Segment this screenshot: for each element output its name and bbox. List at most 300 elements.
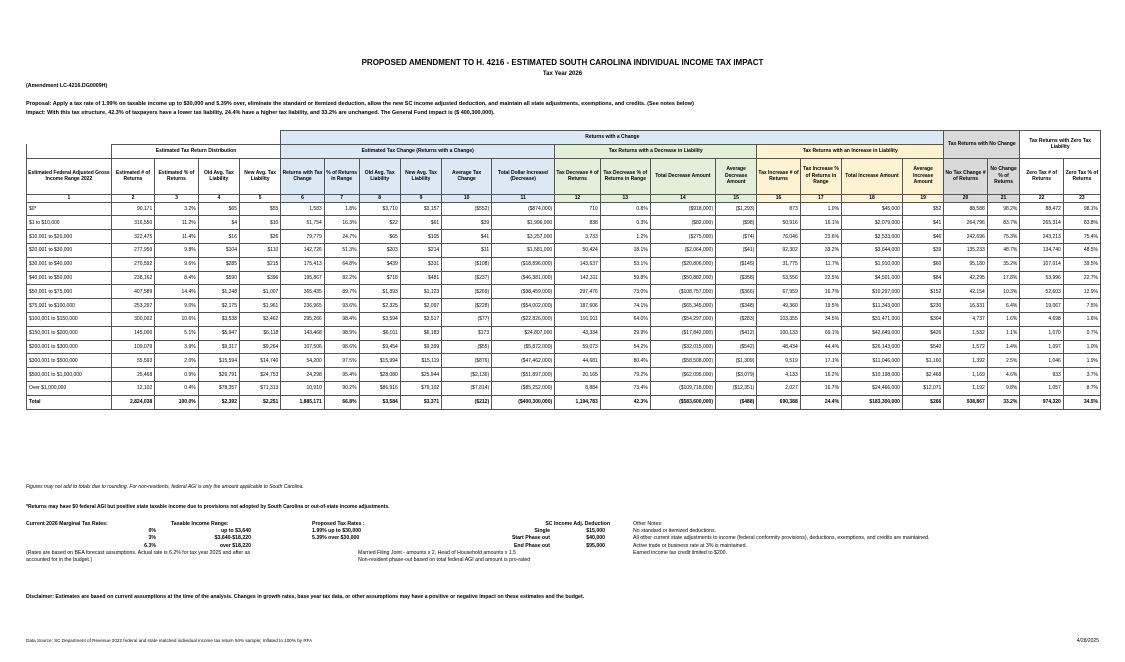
table-cell: 1.8%: [324, 202, 359, 216]
table-cell: $3,710: [359, 202, 400, 216]
table-cell: $24,466,000: [842, 381, 903, 395]
table-cell: 12,102: [111, 381, 154, 395]
column-header: Total Increase Amount: [842, 158, 903, 194]
table-cell: 407,589: [111, 285, 154, 299]
income-range-cell: Over $1,000,000: [27, 381, 112, 395]
column-header: Average Increase Amount: [902, 158, 943, 194]
table-cell: $12,071: [902, 381, 943, 395]
table-cell: 1.9%: [1063, 354, 1100, 368]
table-cell: 242,696: [944, 230, 987, 244]
table-cell: $439: [359, 257, 400, 271]
table-cell: 7.5%: [1063, 299, 1100, 313]
column-number: 9: [400, 194, 441, 202]
column-header: Zero Tax # of Returns: [1020, 158, 1063, 194]
table-cell: 264,796: [944, 216, 987, 230]
table-row: [27, 285, 1101, 299]
table-cell: 710: [555, 202, 601, 216]
table-cell: $215: [240, 257, 281, 271]
table-cell: 16.2%: [800, 368, 841, 382]
table-cell: 22.5%: [800, 271, 841, 285]
table-cell: 295,266: [281, 312, 324, 326]
table-cell: ($552): [442, 202, 492, 216]
amendment-id: (Amendment LC-4216.DG0009H): [26, 83, 108, 89]
column-header: Tax Increase % of Returns in Range: [800, 158, 841, 194]
table-cell: ($145): [715, 257, 756, 271]
table-cell: $6,183: [400, 326, 441, 340]
table-cell: 49,360: [757, 299, 800, 313]
group-header-row-1: [27, 131, 1101, 145]
table-cell: $78,357: [198, 381, 239, 395]
table-row: [27, 326, 1101, 340]
table-cell: 143,637: [555, 257, 601, 271]
tax-impact-table-wrap: [26, 130, 1101, 410]
proposed-rate-row: 1.99% up to $30,000: [312, 528, 362, 535]
table-cell: $1,961: [240, 299, 281, 313]
table-cell: 1,532: [944, 326, 987, 340]
table-cell: 79.2%: [600, 368, 650, 382]
income-range-cell: $100,001 to $150,000: [27, 312, 112, 326]
report-date: 4/28/2025: [1076, 638, 1099, 644]
table-cell: $4,501,000: [842, 271, 903, 285]
table-cell: $2,097: [400, 299, 441, 313]
table-cell: $3,517: [400, 312, 441, 326]
table-cell: 95.4%: [324, 368, 359, 382]
current-rate-row: 3% $3,640-$18,220: [148, 535, 251, 542]
table-cell: 89.7%: [324, 285, 359, 299]
table-cell: ($20,806,000): [650, 257, 715, 271]
table-cell: 4,133: [757, 368, 800, 382]
table-cell: $31,471,000: [842, 312, 903, 326]
column-header: Old Avg. Tax Liability: [359, 158, 400, 194]
table-cell: 11.7%: [800, 257, 841, 271]
table-cell: $14,740: [240, 354, 281, 368]
table-cell: 277,959: [111, 243, 154, 257]
income-range-cell: $0*: [27, 202, 112, 216]
table-cell: 195,867: [281, 271, 324, 285]
table-cell: $22: [359, 216, 400, 230]
table-cell: 3,733: [555, 230, 601, 244]
table-cell: 50,424: [555, 243, 601, 257]
table-cell: $42,649,000: [842, 326, 903, 340]
current-rates-note: (Rates are based on BEA forecast assumptions. Actual rate is 6.2% for tax year 2025 and after as accounted for in the budget.): [26, 549, 251, 564]
table-cell: 74.1%: [600, 299, 650, 313]
table-cell: 69.1%: [800, 326, 841, 340]
current-rates-block: [26, 521, 276, 564]
table-cell: 16.3%: [324, 216, 359, 230]
report-title: PROPOSED AMENDMENT TO H. 4216 - ESTIMATED SOUTH CAROLINA INDIVIDUAL INCOME TAX IMPACT: [361, 58, 764, 67]
column-header: Old Avg. Tax Liability: [198, 158, 239, 194]
table-cell: 9.8%: [987, 381, 1020, 395]
table-cell: 17.1%: [800, 354, 841, 368]
table-cell: $41: [442, 230, 492, 244]
table-cell: ($283): [715, 312, 756, 326]
table-cell: 103,355: [757, 312, 800, 326]
column-number: 22: [1020, 194, 1063, 202]
table-row: [27, 354, 1101, 368]
table-cell: 44.4%: [800, 340, 841, 354]
table-cell: 300,002: [111, 312, 154, 326]
column-header: Returns with Tax Change: [281, 158, 324, 194]
table-cell: 236,965: [281, 299, 324, 313]
column-number: 18: [842, 194, 903, 202]
table-cell: 55,593: [111, 354, 154, 368]
table-cell: $10,198,000: [842, 368, 903, 382]
table-cell: 2.0%: [155, 354, 198, 368]
table-cell: $26: [240, 230, 281, 244]
table-cell: 31,775: [757, 257, 800, 271]
table-cell: 16.7%: [800, 285, 841, 299]
other-note: No standard or itemized deductions.: [633, 528, 717, 535]
deduction-row: Start Phase out $40,000: [511, 535, 605, 542]
table-cell: 4,698: [1020, 312, 1063, 326]
table-cell: 76,046: [757, 230, 800, 244]
table-cell: 11.4%: [155, 230, 198, 244]
table-cell: 59,073: [555, 340, 601, 354]
table-cell: 974,320: [1020, 395, 1063, 409]
table-cell: $24,753: [240, 368, 281, 382]
table-cell: 109,079: [111, 340, 154, 354]
table-cell: $2,079,000: [842, 216, 903, 230]
table-cell: $3,257,000: [492, 230, 555, 244]
table-cell: 83.8%: [1063, 216, 1100, 230]
column-number: 12: [555, 194, 601, 202]
column-number: 3: [155, 194, 198, 202]
table-cell: 0.9%: [155, 368, 198, 382]
table-cell: $52: [902, 202, 943, 216]
table-cell: ($55): [442, 340, 492, 354]
table-cell: 90,171: [111, 202, 154, 216]
table-cell: 1,583: [281, 202, 324, 216]
table-cell: 34.5%: [800, 312, 841, 326]
table-cell: 98.9%: [324, 326, 359, 340]
table-row: [27, 271, 1101, 285]
group-zero-tax: Tax Returns with Zero Tax Liability: [1020, 131, 1101, 159]
nonresident-note: Non-resident phase-out based on total federal AGI and amount is pro-rated: [358, 557, 531, 564]
table-cell: 5.1%: [155, 326, 198, 340]
table-cell: $6,011: [359, 326, 400, 340]
table-cell: ($54,297,000): [650, 312, 715, 326]
table-cell: 191,911: [555, 312, 601, 326]
column-header: Average Decrease Amount: [715, 158, 756, 194]
table-cell: ($358): [715, 271, 756, 285]
table-cell: $718: [359, 271, 400, 285]
column-header: Average Tax Change: [442, 158, 492, 194]
table-cell: $84: [902, 271, 943, 285]
table-cell: 53.1%: [600, 257, 650, 271]
current-rate-row: 6.3% over $18,220: [144, 542, 251, 549]
table-cell: $28,080: [359, 368, 400, 382]
table-cell: 145,000: [111, 326, 154, 340]
column-number: 15: [715, 194, 756, 202]
table-cell: 10.6%: [155, 312, 198, 326]
table-cell: $3,157: [400, 202, 441, 216]
column-number: 4: [198, 194, 239, 202]
column-number: 1: [27, 194, 112, 202]
total-row: [27, 395, 1101, 409]
table-cell: $105: [400, 230, 441, 244]
table-cell: 64.8%: [324, 257, 359, 271]
table-cell: 48.5%: [1063, 243, 1100, 257]
table-cell: 1.1%: [987, 326, 1020, 340]
table-row: [27, 216, 1101, 230]
table-cell: 690,388: [757, 395, 800, 409]
table-cell: ($400,300,000): [492, 395, 555, 409]
table-cell: 11.2%: [155, 216, 198, 230]
table-cell: 838: [555, 216, 601, 230]
table-cell: 1.6%: [987, 312, 1020, 326]
table-cell: $2,175: [198, 299, 239, 313]
table-cell: 92,302: [757, 243, 800, 257]
table-cell: $152: [902, 285, 943, 299]
table-cell: 39.5%: [1063, 257, 1100, 271]
table-cell: ($50,882,000): [650, 271, 715, 285]
adjusted-deduction-heading: SC Income Adj. Deduction: [545, 521, 610, 527]
table-cell: 100,133: [757, 326, 800, 340]
report-subtitle: Tax Year 2026: [542, 71, 583, 77]
table-cell: $2,251: [240, 395, 281, 409]
income-range-cell: $30,001 to $40,000: [27, 257, 112, 271]
table-cell: $4: [198, 216, 239, 230]
column-label-row: [27, 158, 1101, 194]
income-range-cell: Total: [27, 395, 112, 409]
group-distribution: Estimated Tax Return Distribution: [111, 144, 281, 158]
table-cell: 90.2%: [324, 381, 359, 395]
table-cell: $590: [198, 271, 239, 285]
column-number: 16: [757, 194, 800, 202]
table-cell: 88,472: [1020, 202, 1063, 216]
table-cell: $9,317: [198, 340, 239, 354]
table-cell: 1.6%: [1063, 312, 1100, 326]
table-cell: $1,910,000: [842, 257, 903, 271]
group-decrease: Tax Returns with a Decrease in Liability: [555, 144, 757, 158]
table-cell: 24,298: [281, 368, 324, 382]
column-number: 23: [1063, 194, 1100, 202]
table-cell: 25,468: [111, 368, 154, 382]
table-cell: $61: [400, 216, 441, 230]
table-cell: $65: [198, 202, 239, 216]
table-cell: 1,392: [944, 354, 987, 368]
table-cell: ($46,381,000): [492, 271, 555, 285]
table-cell: 100.0%: [155, 395, 198, 409]
adjusted-deduction-block: [470, 521, 610, 550]
table-cell: 238,162: [111, 271, 154, 285]
table-cell: 0.4%: [155, 381, 198, 395]
current-rate-row: 0% up to $3,640: [148, 528, 251, 535]
table-cell: 64.0%: [600, 312, 650, 326]
column-header: No Tax Change # of Returns: [944, 158, 987, 194]
table-cell: 22.7%: [1063, 271, 1100, 285]
table-cell: $1,007: [240, 285, 281, 299]
table-cell: ($47,462,000): [492, 354, 555, 368]
table-cell: 80.4%: [600, 354, 650, 368]
table-cell: 98.4%: [324, 312, 359, 326]
table-cell: 66.8%: [324, 395, 359, 409]
table-cell: 9,519: [757, 354, 800, 368]
table-cell: 59.8%: [600, 271, 650, 285]
table-cell: $1,160: [902, 354, 943, 368]
table-cell: 142,726: [281, 243, 324, 257]
table-cell: 175,413: [281, 257, 324, 271]
table-cell: ($874,000): [492, 202, 555, 216]
column-number: 21: [987, 194, 1020, 202]
table-cell: 8.4%: [155, 271, 198, 285]
column-header: Tax Decrease # of Returns: [555, 158, 601, 194]
table-cell: 14.4%: [155, 285, 198, 299]
column-number: 14: [650, 194, 715, 202]
tax-impact-table: [26, 130, 1101, 410]
table-cell: 24.4%: [800, 395, 841, 409]
table-cell: $15,119: [400, 354, 441, 368]
table-cell: $15,594: [198, 354, 239, 368]
table-cell: $11,046,000: [842, 354, 903, 368]
disclaimer: Disclaimer: Estimates are based on current assumptions at the time of the analysis. Changes in growth rates, base year tax data, or other assumptions may have a positive or negative impact on these estimates and the budget.: [26, 594, 585, 600]
table-cell: 1.4%: [987, 340, 1020, 354]
column-number: 20: [944, 194, 987, 202]
table-cell: 265,314: [1020, 216, 1063, 230]
table-cell: ($12,351): [715, 381, 756, 395]
deduction-row: Single $15,000: [534, 528, 605, 535]
table-cell: $3,538: [198, 312, 239, 326]
table-cell: 3.7%: [1063, 368, 1100, 382]
proposal-block: [26, 100, 1106, 118]
table-cell: ($82,000): [650, 216, 715, 230]
table-row: [27, 381, 1101, 395]
table-body: [27, 202, 1101, 409]
column-number-row: [27, 194, 1101, 202]
table-cell: $1,393: [359, 285, 400, 299]
table-cell: $9,264: [240, 340, 281, 354]
table-cell: 134,740: [1020, 243, 1063, 257]
table-cell: 12.9%: [1063, 285, 1100, 299]
table-cell: 938,867: [944, 395, 987, 409]
table-cell: ($542): [715, 340, 756, 354]
table-cell: ($98,459,000): [492, 285, 555, 299]
table-cell: ($2,064,000): [650, 243, 715, 257]
proposed-rates-heading: Proposed Tax Rates :: [312, 521, 365, 527]
table-cell: $3,533,000: [842, 230, 903, 244]
table-cell: 1,572: [944, 340, 987, 354]
table-cell: 93.6%: [324, 299, 359, 313]
column-number: 8: [359, 194, 400, 202]
column-header: New Avg. Tax Liability: [240, 158, 281, 194]
table-row: [27, 340, 1101, 354]
other-note: All other current state adjustments to income (federal conformity provisions), deductions, exemptions, and credits are maintained.: [633, 535, 930, 542]
table-cell: ($32,015,000): [650, 340, 715, 354]
table-cell: 19,067: [1020, 299, 1063, 313]
table-cell: ($77): [442, 312, 492, 326]
table-cell: 142,311: [555, 271, 601, 285]
table-cell: 143,468: [281, 326, 324, 340]
filing-status-note: Married Filing Joint - amounts x 2, Head of Household amounts x 1.5: [358, 549, 517, 556]
table-cell: 187,606: [555, 299, 601, 313]
table-cell: ($237): [442, 271, 492, 285]
table-cell: ($58,508,000): [650, 354, 715, 368]
table-cell: ($22,826,000): [492, 312, 555, 326]
table-cell: $41: [902, 216, 943, 230]
income-range-cell: $50,001 to $75,000: [27, 285, 112, 299]
income-range-cell: $40,001 to $50,000: [27, 271, 112, 285]
column-number: 19: [902, 194, 943, 202]
table-cell: ($348): [715, 299, 756, 313]
table-cell: $16: [198, 230, 239, 244]
table-cell: $266: [902, 395, 943, 409]
table-cell: $3,584: [359, 395, 400, 409]
table-cell: $11: [442, 243, 492, 257]
table-cell: ($62,095,000): [650, 368, 715, 382]
table-cell: 16.1%: [800, 216, 841, 230]
table-cell: $10,297,000: [842, 285, 903, 299]
table-cell: 9.6%: [155, 257, 198, 271]
current-rates-heading: Current 2026 Marginal Tax Rates:: [26, 521, 108, 527]
table-cell: ($3,079): [715, 368, 756, 382]
table-cell: $26,791: [198, 368, 239, 382]
table-cell: 42.3%: [600, 395, 650, 409]
table-cell: ($108,757,000): [650, 285, 715, 299]
table-cell: ($583,600,000): [650, 395, 715, 409]
table-row: [27, 257, 1101, 271]
table-cell: 9.0%: [155, 299, 198, 313]
table-cell: $9,399: [400, 340, 441, 354]
table-cell: 3.9%: [155, 340, 198, 354]
column-header: Estimated Federal Adjusted Gross Income Range 2022: [27, 158, 112, 194]
column-number: 11: [492, 194, 555, 202]
table-cell: 365,435: [281, 285, 324, 299]
zero-agi-footnote: *Returns may have $0 federal AGI but positive state taxable income due to provisions not adopted by South Carolina or out-of-state income adjustments.: [26, 504, 390, 510]
table-cell: 9.8%: [155, 243, 198, 257]
table-cell: $71,313: [240, 381, 281, 395]
table-cell: 1,097: [1020, 340, 1063, 354]
table-cell: $11,343,000: [842, 299, 903, 313]
table-cell: 297,476: [555, 285, 601, 299]
proposal-text: Proposal: Apply a tax rate of 1.99% on taxable income up to $30,000 and 5.39% over, eliminate the standard or itemized deduction, allow the new SC income adjusted deduction, and maintain all state adjustments, exemptions, and credits. (See notes below): [26, 101, 694, 107]
table-cell: 16.7%: [800, 381, 841, 395]
table-cell: 1.0%: [800, 202, 841, 216]
table-cell: 88,588: [944, 202, 987, 216]
table-cell: 1,070: [1020, 326, 1063, 340]
table-cell: 1,169: [944, 368, 987, 382]
table-cell: ($228): [442, 299, 492, 313]
table-row: [27, 312, 1101, 326]
table-cell: 75.3%: [987, 230, 1020, 244]
table-cell: ($17,842,000): [650, 326, 715, 340]
table-cell: ($65,345,000): [650, 299, 715, 313]
table-cell: $60: [902, 257, 943, 271]
table-cell: 316,550: [111, 216, 154, 230]
table-cell: $79,102: [400, 381, 441, 395]
table-cell: 8.7%: [1063, 381, 1100, 395]
impact-text: Impact: With this tax structure, 42.3% of taxpayers have a lower tax liability, 24.4% have a higher tax liability, and 33.2% are unchanged. The General Fund impact is ($ 400,300,000).: [26, 110, 495, 116]
table-cell: ($41): [715, 243, 756, 257]
table-cell: $39: [902, 243, 943, 257]
table-cell: 35.2%: [987, 257, 1020, 271]
income-range-heading: Taxable Income Range:: [171, 521, 229, 527]
income-range-cell: $200,001 to $300,000: [27, 340, 112, 354]
table-cell: ($488): [715, 395, 756, 409]
table-cell: ($275,000): [650, 230, 715, 244]
data-source: Data Source: SC Department of Revenue 2022 federal and state matched individual income tax return 94% sample; Inflated to 100% by RFA: [26, 638, 313, 643]
table-cell: $1,248: [198, 285, 239, 299]
group-header-row-2: [27, 144, 1101, 158]
table-cell: $55: [240, 202, 281, 216]
table-cell: $1,123: [400, 285, 441, 299]
table-cell: 75.4%: [1063, 230, 1100, 244]
table-cell: ($18,896,000): [492, 257, 555, 271]
table-cell: 73.0%: [600, 285, 650, 299]
table-cell: ($108): [442, 257, 492, 271]
table-cell: ($51,897,000): [492, 368, 555, 382]
column-header: Estimated % of Returns: [155, 158, 198, 194]
table-cell: 23.6%: [800, 230, 841, 244]
